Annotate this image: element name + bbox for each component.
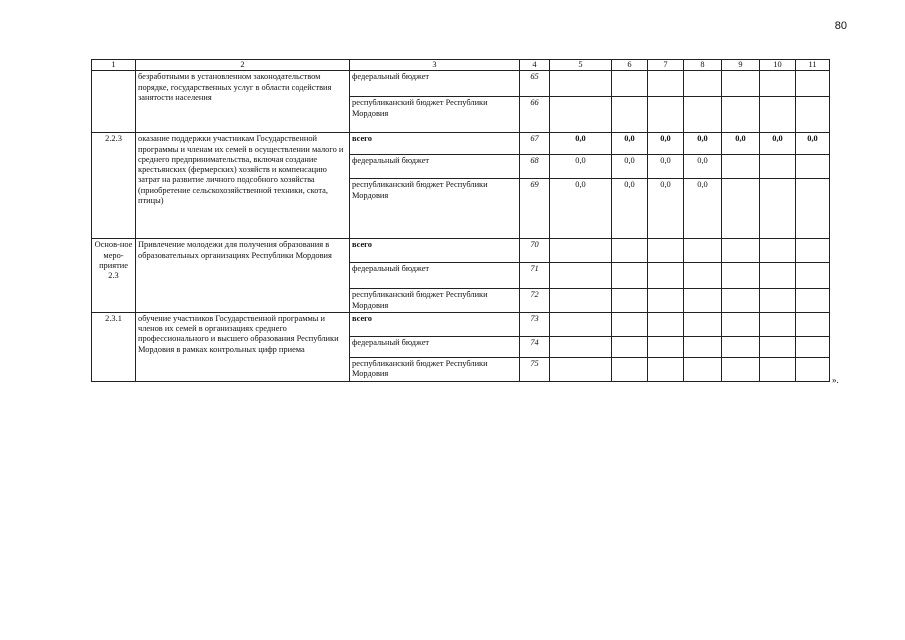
value-cell: 0,0 — [550, 155, 612, 179]
header-cell: 2 — [136, 60, 350, 71]
description-cell: обучение участников Государственной программы и членов их семей в организациях среднего профессионального и высшего образования Республики Мордовия в рамках контрольных цифр приема — [136, 312, 350, 381]
value-cell — [796, 239, 830, 263]
header-cell: 6 — [612, 60, 648, 71]
value-cell — [684, 336, 722, 357]
header-cell: 7 — [648, 60, 684, 71]
value-cell: 0,0 — [648, 133, 684, 155]
value-cell — [760, 71, 796, 97]
value-cell: 0,0 — [760, 133, 796, 155]
value-cell — [796, 312, 830, 336]
value-cell: 0,0 — [550, 133, 612, 155]
value-cell — [760, 179, 796, 239]
header-cell: 9 — [722, 60, 760, 71]
value-cell — [550, 357, 612, 381]
value-cell — [550, 263, 612, 289]
code-cell: Основ-ное меро-приятие 2.3 — [92, 239, 136, 313]
row-number-cell: 75 — [520, 357, 550, 381]
table-row — [92, 71, 830, 97]
source-cell: федеральный бюджет — [350, 71, 520, 97]
value-cell — [722, 97, 760, 133]
value-cell — [612, 97, 648, 133]
value-cell — [550, 312, 612, 336]
value-cell — [722, 179, 760, 239]
value-cell — [796, 155, 830, 179]
value-cell — [648, 357, 684, 381]
row-number-cell: 66 — [520, 97, 550, 133]
source-cell: республиканский бюджет Республики Мордовия — [350, 357, 520, 381]
value-cell — [796, 97, 830, 133]
description-cell: оказание поддержки участникам Государственной программы и членам их семей в осуществлении малого и среднего предпринимательства, включая создание крестьянских (фермерских) хозяйств и компенсацию затрат на развитие личного подсобного хозяйства (приобретение сельскохозяйственной техники, скота, птицы) — [136, 133, 350, 239]
value-cell — [612, 263, 648, 289]
source-cell: всего — [350, 239, 520, 263]
header-cell: 5 — [550, 60, 612, 71]
value-cell: 0,0 — [550, 179, 612, 239]
value-cell — [722, 263, 760, 289]
value-cell — [760, 289, 796, 313]
table-row — [92, 133, 830, 155]
value-cell — [612, 336, 648, 357]
value-cell — [760, 336, 796, 357]
value-cell — [550, 71, 612, 97]
value-cell: 0,0 — [648, 179, 684, 239]
value-cell — [648, 263, 684, 289]
value-cell — [722, 71, 760, 97]
value-cell — [684, 71, 722, 97]
code-cell: 2.2.3 — [92, 133, 136, 239]
value-cell — [648, 97, 684, 133]
value-cell — [684, 289, 722, 313]
value-cell — [550, 289, 612, 313]
value-cell — [684, 357, 722, 381]
row-number-cell: 70 — [520, 239, 550, 263]
source-cell: всего — [350, 133, 520, 155]
header-row — [92, 60, 830, 71]
header-cell: 10 — [760, 60, 796, 71]
value-cell: 0,0 — [612, 133, 648, 155]
value-cell — [550, 97, 612, 133]
value-cell — [648, 71, 684, 97]
value-cell — [760, 239, 796, 263]
value-cell — [684, 263, 722, 289]
value-cell — [722, 239, 760, 263]
row-number-cell: 68 — [520, 155, 550, 179]
source-cell: федеральный бюджет — [350, 263, 520, 289]
source-cell: республиканский бюджет Республики Мордовия — [350, 179, 520, 239]
value-cell — [684, 97, 722, 133]
value-cell — [722, 155, 760, 179]
value-cell — [796, 289, 830, 313]
closing-quote-mark: ». — [832, 375, 839, 385]
value-cell — [612, 239, 648, 263]
budget-table — [91, 59, 830, 382]
value-cell — [722, 289, 760, 313]
row-number-cell: 69 — [520, 179, 550, 239]
value-cell — [550, 336, 612, 357]
header-cell: 1 — [92, 60, 136, 71]
description-cell: безработными в установленном законодательством порядке, государственных услуг в области содействия занятости населения — [136, 71, 350, 133]
value-cell — [760, 263, 796, 289]
source-cell: всего — [350, 312, 520, 336]
value-cell — [612, 357, 648, 381]
value-cell — [796, 336, 830, 357]
value-cell — [722, 336, 760, 357]
table-row — [92, 239, 830, 263]
page-number: 80 — [834, 20, 847, 32]
value-cell: 0,0 — [684, 155, 722, 179]
value-cell: 0,0 — [612, 179, 648, 239]
source-cell: республиканский бюджет Республики Мордовия — [350, 97, 520, 133]
value-cell: 0,0 — [684, 179, 722, 239]
row-number-cell: 71 — [520, 263, 550, 289]
source-cell: федеральный бюджет — [350, 336, 520, 357]
value-cell — [722, 312, 760, 336]
value-cell — [550, 239, 612, 263]
value-cell: 0,0 — [722, 133, 760, 155]
value-cell — [648, 312, 684, 336]
value-cell — [760, 312, 796, 336]
value-cell: 0,0 — [612, 155, 648, 179]
value-cell — [684, 239, 722, 263]
value-cell — [760, 155, 796, 179]
value-cell — [612, 289, 648, 313]
value-cell: 0,0 — [796, 133, 830, 155]
description-cell: Привлечение молодежи для получения образования в образовательных организациях Республики Мордовия — [136, 239, 350, 313]
value-cell — [648, 289, 684, 313]
value-cell — [796, 179, 830, 239]
value-cell: 0,0 — [648, 155, 684, 179]
value-cell — [796, 71, 830, 97]
value-cell — [796, 263, 830, 289]
value-cell — [612, 71, 648, 97]
row-number-cell: 73 — [520, 312, 550, 336]
row-number-cell: 67 — [520, 133, 550, 155]
code-cell — [92, 71, 136, 133]
value-cell — [684, 312, 722, 336]
value-cell — [722, 357, 760, 381]
source-cell: федеральный бюджет — [350, 155, 520, 179]
header-cell: 4 — [520, 60, 550, 71]
row-number-cell: 65 — [520, 71, 550, 97]
row-number-cell: 72 — [520, 289, 550, 313]
value-cell: 0,0 — [684, 133, 722, 155]
header-cell: 8 — [684, 60, 722, 71]
row-number-cell: 74 — [520, 336, 550, 357]
header-cell: 11 — [796, 60, 830, 71]
source-cell: республиканский бюджет Республики Мордовия — [350, 289, 520, 313]
value-cell — [796, 357, 830, 381]
header-cell: 3 — [350, 60, 520, 71]
value-cell — [612, 312, 648, 336]
value-cell — [648, 239, 684, 263]
value-cell — [760, 357, 796, 381]
table-row — [92, 312, 830, 336]
value-cell — [648, 336, 684, 357]
code-cell: 2.3.1 — [92, 312, 136, 381]
value-cell — [760, 97, 796, 133]
